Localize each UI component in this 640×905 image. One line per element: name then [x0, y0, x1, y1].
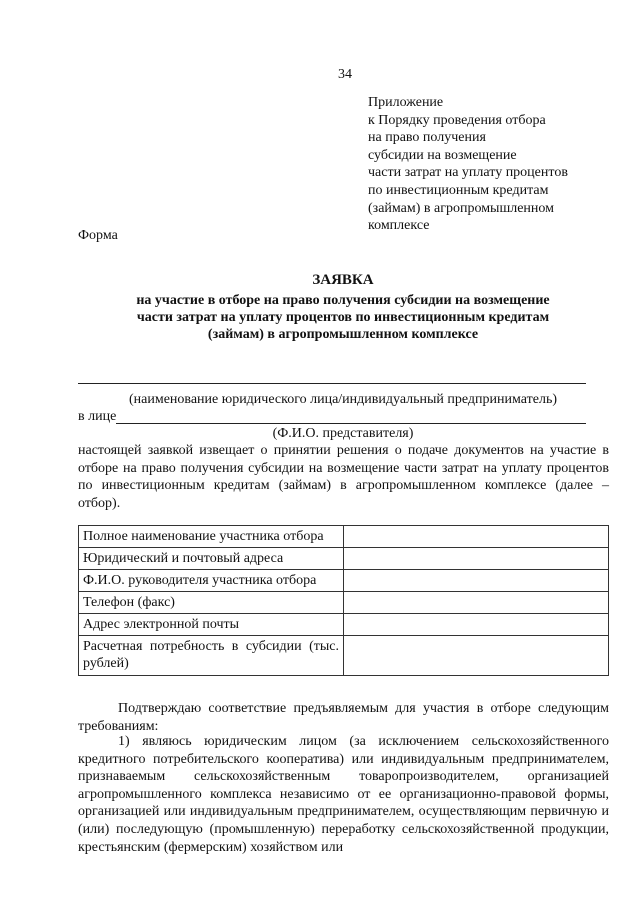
document-subtitle [78, 292, 608, 343]
form-label: Форма [78, 228, 118, 243]
appendix-line: субсидии на возмещение [368, 147, 517, 163]
table-cell-label: Полное наименование участника отбора [79, 526, 344, 548]
document-title: ЗАЯВКА [312, 272, 374, 288]
table-row [79, 570, 609, 592]
table-cell-value[interactable] [343, 636, 608, 676]
appendix-line: к Порядку проведения отбора [368, 112, 546, 128]
applicant-info-table [78, 525, 609, 676]
table-cell-label: Юридический и почтовый адреса [79, 548, 344, 570]
in-person-label: в лице [78, 409, 117, 424]
table-cell-label: Расчетная потребность в субсидии (тыс. рублей) [79, 636, 344, 676]
appendix-line: на право получения [368, 130, 486, 146]
table-cell-value[interactable] [343, 614, 608, 636]
appendix-line: части затрат на уплату процентов [368, 165, 568, 181]
table-cell-value[interactable] [343, 526, 608, 548]
table-cell-value[interactable] [343, 570, 608, 592]
org-name-caption: (наименование юридического лица/индивидуальный предприниматель) [128, 392, 558, 407]
table-row [79, 548, 609, 570]
subtitle-line: (займам) в агропромышленном комплексе [207, 327, 479, 342]
intro-paragraph: настоящей заявкой извещает о принятии решения о подаче документов на участие в отборе на право получения субсидии на возмещение части затрат на уплату процентов по инвестиционным кредитам (займам) в агропромышленном комплексе (далее – отбор). [78, 443, 609, 511]
requirement-item-1: 1) являюсь юридическим лицом (за исключением сельскохозяйственного кредитного потребительского кооператива) или индивидуальным предпринимателем, признаваемым сельскохозяйственным товаропроизводителем, организацией агропромышленного комплекса независимо от ее организационно-правовой формы, организацией или индивидуальным предпринимателем, осуществляющим первичную и (или) последующую (промышленную) переработку сельскохозяйственной продукции, крестьянским (фермерским) хозяйством или [78, 734, 609, 855]
representative-line[interactable] [116, 423, 586, 424]
appendix-note [368, 94, 618, 235]
page-number: 34 [338, 67, 352, 82]
table-row [79, 592, 609, 614]
subtitle-line: части затрат на уплату процентов по инвестиционным кредитам [136, 310, 550, 325]
table-row [79, 614, 609, 636]
appendix-line: (займам) в агропромышленном [368, 200, 555, 216]
appendix-line: по инвестиционным кредитам [368, 182, 549, 198]
table-cell-label: Ф.И.О. руководителя участника отбора [79, 570, 344, 592]
appendix-line: комплексе [368, 218, 430, 234]
table-cell-label: Адрес электронной почты [79, 614, 344, 636]
table-row [79, 526, 609, 548]
confirm-paragraph: Подтверждаю соответствие предъявляемым для участия в отборе следующим требованиям: [78, 701, 609, 734]
representative-caption: (Ф.И.О. представителя) [272, 426, 414, 441]
org-name-line[interactable] [78, 383, 586, 384]
table-cell-value[interactable] [343, 548, 608, 570]
table-row [79, 636, 609, 676]
table-cell-label: Телефон (факс) [79, 592, 344, 614]
table-cell-value[interactable] [343, 592, 608, 614]
appendix-line: Приложение [368, 95, 444, 110]
subtitle-line: на участие в отборе на право получения субсидии на возмещение [136, 293, 550, 308]
